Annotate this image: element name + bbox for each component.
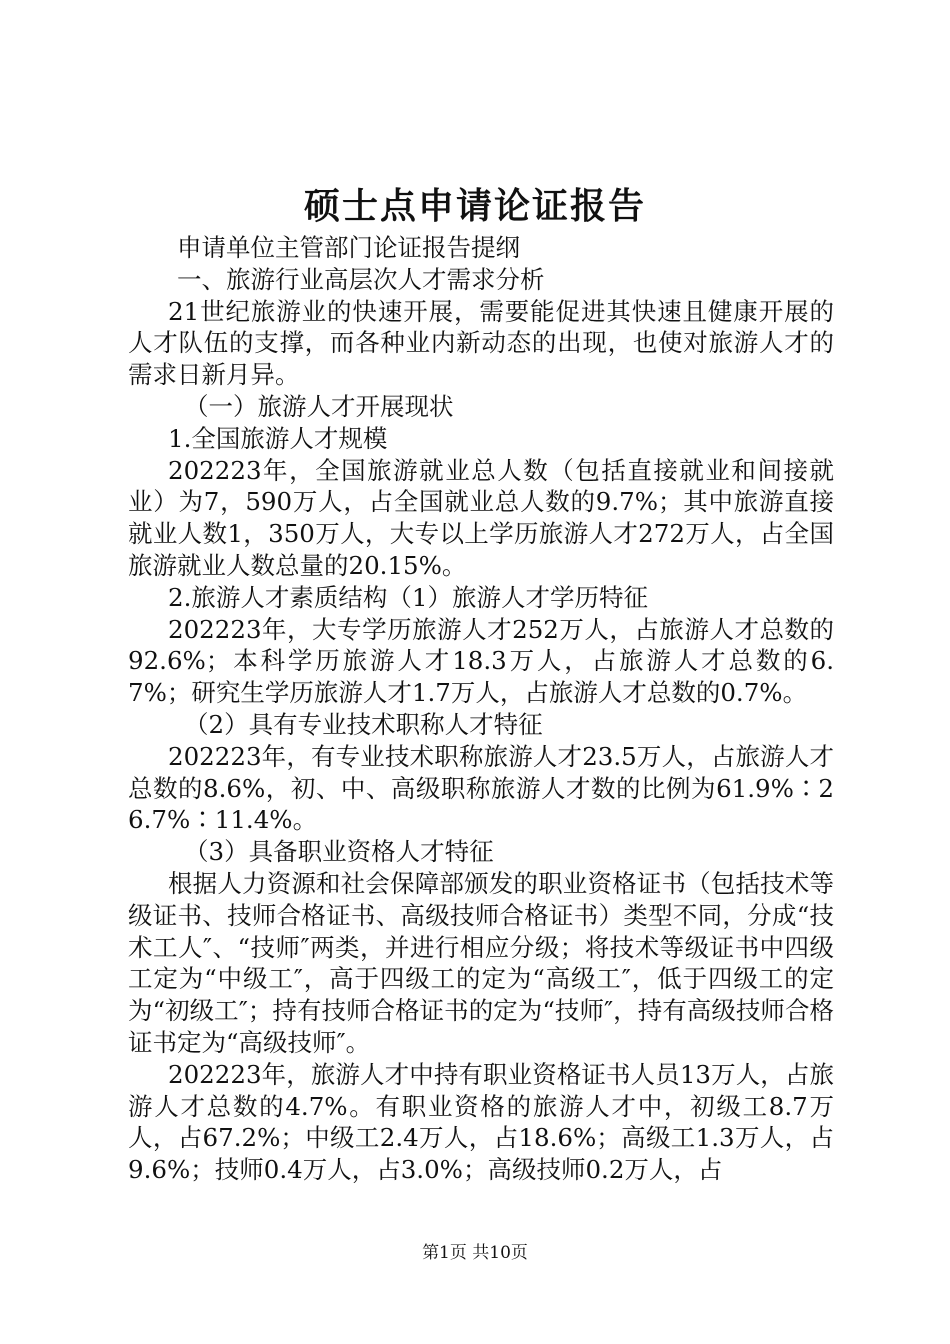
paragraph-scale: 202223年，全国旅游就业总人数（包括直接就业和间接就业）为7，590万人，占全国就业总人数的9.7%；其中旅游直接就业人数1，350万人，大专以上学历旅游人才272万人，占全国旅游就业人数总量的20.15%。 <box>128 455 834 580</box>
item-heading-3: （2）具有专业技术职称人才特征 <box>184 709 543 739</box>
document-body <box>128 232 834 1186</box>
paragraph-intro: 21世纪旅游业的快速开展，需要能促进其快速且健康开展的人才队伍的支撑，而各种业内新动态的出现，也使对旅游人才的需求日新月异。 <box>128 296 834 390</box>
paragraph-certificates: 根据人力资源和社会保障部颁发的职业资格证书（包括技术等级证书、技师合格证书、高级技师合格证书）类型不同，分成“技术工人″、“技师″两类，并进行相应分级；将技术等级证书中四级工定为“中级工″，高于四级工的定为“高级工″，低于四级工的定为“初级工″；持有技师合格证书的定为“技师″，持有高级技师合格证书定为“高级技师″。 <box>128 868 834 1057</box>
section-heading-1: 一、旅游行业高层次人才需求分析 <box>177 264 545 294</box>
paragraph-qualifications: 202223年，旅游人才中持有职业资格证书人员13万人，占旅游人才总数的4.7%。有职业资格的旅游人才中，初级工8.7万人，占67.2%；中级工2.4万人，占18.6%；高级工1.3万人，占9.6%；技师0.4万人，占3.0%；高级技师0.2万人，占 <box>128 1059 834 1185</box>
item-heading-2: 2.旅游人才素质结构（1）旅游人才学历特征 <box>168 582 648 612</box>
document-title: 硕士点申请论证报告 <box>303 185 646 227</box>
item-heading-1: 1.全国旅游人才规模 <box>168 423 388 453</box>
subsection-heading-1: （一）旅游人才开展现状 <box>184 391 454 421</box>
item-heading-4: （3）具备职业资格人才特征 <box>184 837 494 867</box>
paragraph-titles: 202223年，有专业技术职称旅游人才23.5万人，占旅游人才总数的8.6%，初、中、高级职称旅游人才数的比例为61.9%∶26.7%∶11.4%。 <box>128 741 834 835</box>
paragraph-outline-heading: 申请单位主管部门论证报告提纲 <box>177 233 520 262</box>
paragraph-education: 202223年，大专学历旅游人才252万人，占旅游人才总数的92.6%；本科学历旅游人才18.3万人，占旅游人才总数的6.7%；研究生学历旅游人才1.7万人，占旅游人才总数的0.7%。 <box>128 614 834 708</box>
page-footer: 第1页 共10页 <box>422 1243 528 1263</box>
